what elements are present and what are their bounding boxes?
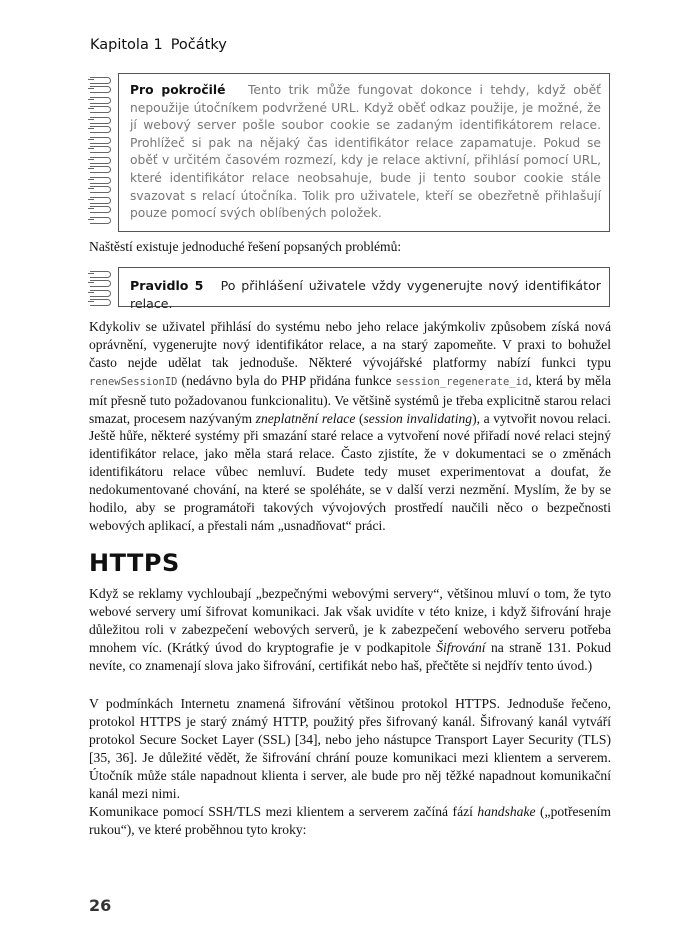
advanced-tip-lead: Pro pokročilé xyxy=(130,83,226,97)
paragraph-https-protocol: V podmínkách Internetu znamená šifrování většinou protokol HTTPS. Jednoduše řečeno, protokol HTTPS je starý známý HTTP, použitý přes šifrovaný kanál. Šifrovaný kanál vytváří protokol Secure Socket Layer (SSL) [34], nebo jeho nástupce Transport Layer Security (TLS) [35, 36]. Je důležité vědět, že šifrování chrání pouze komunikaci mezi klientem a serverem. Útočník může stále napadnout klienta i server, ale bude pro něj těžké napadnout komunikační kanál mezi nimi. xyxy=(89,696,611,801)
advanced-tip-body: Tento trik může fungovat dokonce i tehdy, když oběť nepoužije útočníkem podvržené URL. Když oběť odkaz použije, je možné, že jí webový server pošle soubor cookie se zadaným identifikátorem relace. Prohlížeč si pak na nějaký čas identifikátor relace zapamatuje. Pokud se oběť v určitém časovém rozmezí, kdy je relace aktivní, přihlásí pomocí URL, které identifikátor relace neobsahuje, bude ji tento soubor cookie stále svazovat s relací útočníka. Tolik pro uživatele, kteří se obezřetně přihlašují pouze pomocí svých oblíbených položek. xyxy=(130,83,601,221)
paragraph-handshake: Komunikace pomocí SSH/TLS mezi klientem a serverem začíná fází handshake („potřesením rukou“), ve které proběhnou tyto kroky: xyxy=(89,804,611,837)
cross-reference-link[interactable]: Šifrování xyxy=(436,639,486,655)
paragraph-secure-servers: Když se reklamy vychloubají „bezpečnými webovými servery“, většinou mluví o tom, že tyto webové servery umí šifrovat komunikaci. Jak však uvidíte v této knize, i když šifrování hraje důležitou roli v zabezpečení webových serverů, je k zabezpečení webového serveru potřeba mnohem víc. (Krátký úvod do kryptografie je v podkapitole Šifrování na straně 131. Pokud nevíte, co znamenají slova jako šifrování, certifikát nebo haš, přečtěte si nejdřív tento úvod.) xyxy=(89,586,611,673)
term-session-invalidating: session invalidating xyxy=(363,410,473,426)
rule-body: Po přihlášení uživatele vždy vygenerujte nový identifikátor relace. xyxy=(130,278,601,311)
term-session-invalidation: zneplatnění relace xyxy=(255,410,356,426)
term-handshake: handshake xyxy=(477,804,536,819)
rule-box xyxy=(118,267,610,311)
advanced-tip-text xyxy=(130,82,601,223)
section-heading-https: HTTPS xyxy=(89,549,180,577)
code-renew-session-id: renewSessionID xyxy=(89,375,178,388)
advanced-tip-box xyxy=(118,73,610,232)
chapter-title: Počátky xyxy=(170,37,227,53)
rule-lead: Pravidlo 5 xyxy=(130,278,204,293)
running-header xyxy=(90,37,227,53)
paragraph-session-regeneration: Kdykoliv se uživatel přihlásí do systému nebo jeho relace jakýmkoliv způsobem získá nová oprávnění, vygenerujte nový identifikátor relace, a na starý zapomeňte. V praxi to bohužel často nejde udělat tak jednoduše. Některé vývojářské platformy nabízí funkci typu renewSessionID (nedávno byla do PHP přidána funkce session_regenerate_id, která by měla mít přesně tuto požadovanou funkcionalitu). Ve většině systémů je třeba explicitně starou relaci smazat, procesem nazývaným zneplatnění relace (session invalidating), a vytvořit novou relaci. Ještě hůře, některé systémy při smazání staré relace a vytvoření nové přiřadí nové relaci stejný identifikátor relace, jako měla stará relace. Často zjistíte, že v dokumentaci se o změnách identifikátoru relace vůbec nemluví. Budete tedy muset experimentovat a doufat, že nedokumentované chování, na které se spoléháte, se v další verzi nezmění. Myslím, že by se hodilo, aby se programátoři takových vývojových prostředí naučili něco o bezpečnosti webových aplikací, a přestali nám „usnadňovat“ práci. xyxy=(89,319,612,533)
rule-text xyxy=(130,277,601,312)
spiral-binding-icon xyxy=(88,74,114,232)
chapter-label: Kapitola 1 xyxy=(90,37,163,53)
spiral-binding-icon xyxy=(88,268,114,308)
intro-paragraph: Naštěstí existuje jednoduché řešení popsaných problémů: xyxy=(89,239,402,254)
code-session-regenerate-id: session_regenerate_id xyxy=(395,375,529,388)
page-number: 26 xyxy=(89,896,112,915)
